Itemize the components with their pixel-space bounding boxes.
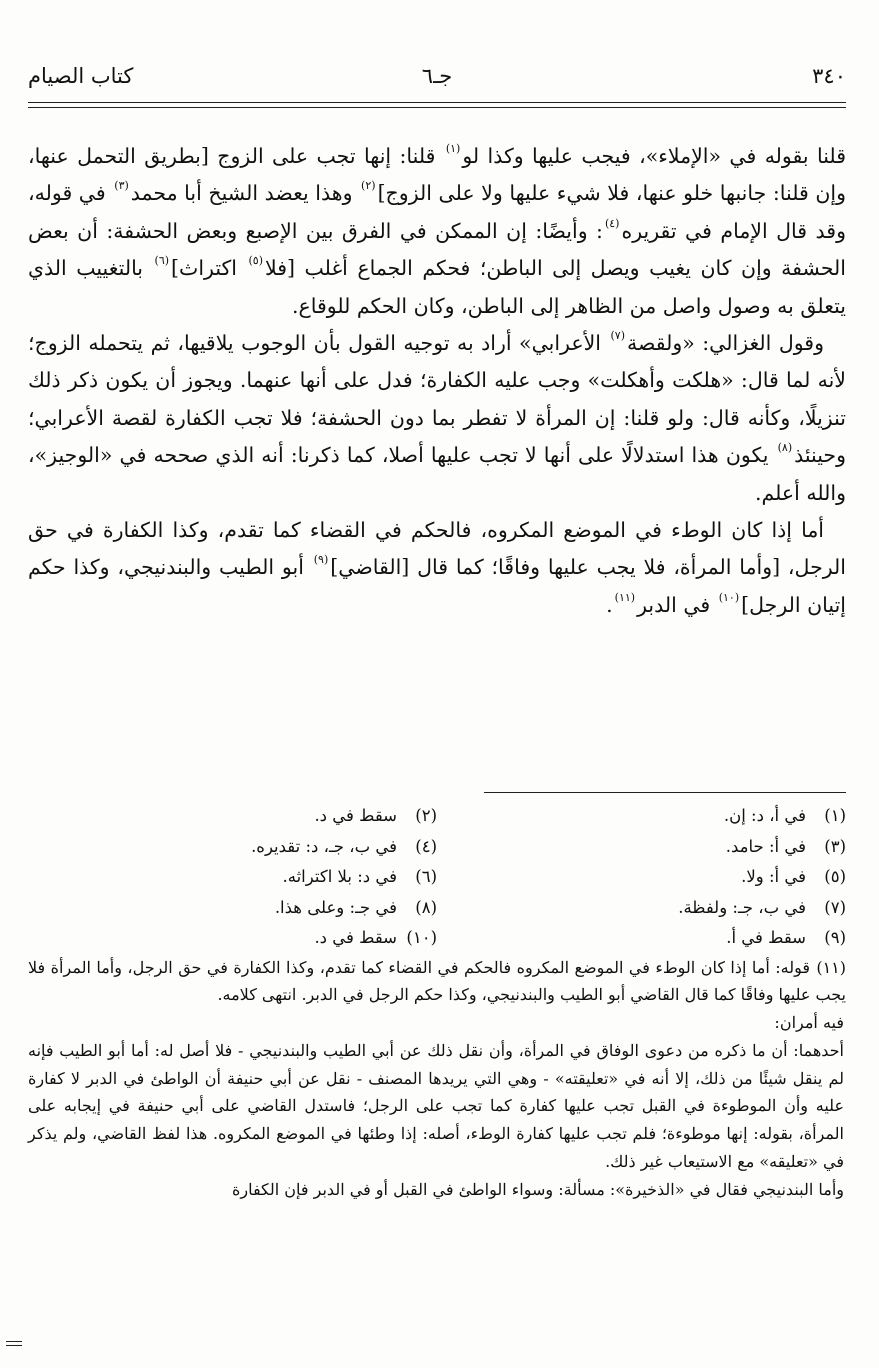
footnote-number: (١١) xyxy=(816,957,846,977)
main-text xyxy=(28,138,846,624)
footnote-3 xyxy=(437,832,846,863)
footnote-text: في جـ: وعلى هذا. xyxy=(274,897,397,917)
book-page xyxy=(28,58,846,1348)
text-run: : وأيضًا: إن الممكن في الفرق بين الإصبع وبعض الحشفة: أن بعض الحشفة وإن كان يغيب ويصل إلى الباطن؛ فحكم الجماع أغلب [فلا xyxy=(28,218,847,281)
text-run: قلنا بقوله في «الإملاء»، فيجب عليها وكذا لو xyxy=(462,144,847,168)
footnote-ref: (٤) xyxy=(604,216,620,230)
text-run: قلنا: إنها تجب على الزوج [بطريق التحمل عنها، وإن قلنا: جانبها خلو عنها، فلا شيء عليها ولا على الزوج] xyxy=(28,144,846,206)
footnote-ref: (٥) xyxy=(248,254,263,268)
text-run: في قوله، وقد قال الإمام في تقريره xyxy=(28,181,846,243)
footnote-9 xyxy=(437,923,846,954)
text-run: الأعرابي» أراد به توجيه القول بأن الوجوب يلاقيها، ثم يتحمله الزوج؛ لأنه لما قال: «هلكت وأهكلت» وجب عليه الكفارة؛ فدل على أنها عنهما. ويجوز أن يكون ذكر ذلك تنزيلًا، وكأنه قال: ولو قلنا: إن المرأة لا تفطر بما دون الحشفة؛ فلا تجب الكفارة لقصة الأعرابي؛ وحينئذ xyxy=(28,331,846,468)
footnote-5 xyxy=(437,862,846,893)
footnote-1 xyxy=(437,801,846,832)
footnote-separator xyxy=(484,792,846,793)
footnote-text: سقط في د. xyxy=(314,806,397,825)
footnote-number: (٩) xyxy=(824,928,846,947)
footnote-ref: (٢) xyxy=(361,179,376,193)
footnote-text: في أ: ولا. xyxy=(741,867,806,886)
footnote-ref: (٩) xyxy=(313,553,329,567)
volume-label: جـ٦ xyxy=(421,64,453,88)
footnote-text: في ب، جـ: ولفظة. xyxy=(678,897,806,917)
footnote-text: سقط في د. xyxy=(314,928,397,947)
text-run: يكون هذا استدلالًا على أنها لا تجب عليها أصلا، كما ذكرنا: أنه الذي صححه في «الوجيز»، والله أعلم. xyxy=(28,443,846,505)
footnote-number: (٥) xyxy=(824,867,846,886)
paragraph-3 xyxy=(28,512,846,624)
footnote-number: (١٠) xyxy=(406,928,437,947)
footnote-text: في أ، د: إن. xyxy=(723,806,806,825)
footnote-11-line-3: أحدهما: أن ما ذكره من دعوى الوفاق في المرأة، وأن نقل ذلك عن أبي الطيب والبندنيجي - فلا أصل له: أما أبو الطيب فإنه لم ينقل شيئًا من ذلك، إلا أنه في «تعليقته» - وهي التي يريدها المصنف - نقل عن أبي حنيفة أن الواطئ في الدبر لا كفارة عليه وأن الموطوءة في القبل تجب عليها كفارة كما تجب على الرجل؛ فاستدل القاضي على أبي حنيفة في إيجابه على المرأة، بقوله: إنها موطوءة؛ فلم تجب عليها كفارة الوطء، أصله: إذا وطئها في الموضع المكروه. هذا لفظ القاضي، ولم يذكر في «تعليقه» مع الاستيعاب غير ذلك. xyxy=(28,1040,845,1172)
footnote-6 xyxy=(28,862,437,893)
footnote-ref: (٦) xyxy=(154,254,170,268)
footnote-ref: (٨) xyxy=(777,441,793,455)
short-footnotes xyxy=(28,801,846,954)
text-run: . xyxy=(606,592,613,617)
text-run: وقول الغزالي: «ولقصة xyxy=(626,331,824,356)
text-run: أبو الطيب والبندنيجي، وكذا حكم إتيان الرجل] xyxy=(28,555,846,617)
footnote-number: (٣) xyxy=(824,836,846,856)
footnote-number: (٧) xyxy=(824,897,846,917)
footnote-number: (٦) xyxy=(415,867,437,886)
footnote-11-line-1 xyxy=(28,954,846,1010)
footnote-number: (١) xyxy=(824,806,846,825)
footnote-number: (٨) xyxy=(415,897,437,917)
footnote-ref: (١) xyxy=(445,142,461,155)
footnote-8 xyxy=(28,893,437,924)
footnote-11-body xyxy=(28,1009,846,1204)
paragraph-1 xyxy=(28,138,846,325)
footnote-text: في ب، جـ، د: تقديره. xyxy=(251,836,397,856)
running-header xyxy=(28,58,846,100)
text-run: اكتراث] xyxy=(171,256,247,281)
footnote-7 xyxy=(437,893,846,924)
page-number: ٣٤٠ xyxy=(812,64,846,88)
footnote-text: في أ: حامد. xyxy=(725,836,806,856)
header-rule-thick xyxy=(28,102,846,103)
continuation-mark xyxy=(6,1341,22,1342)
header-rule-thin xyxy=(28,107,846,108)
footnote-ref: (٣) xyxy=(114,179,129,193)
footnote-text: قوله: أما إذا كان الوطء في الموضع المكروه فالحكم في القضاء كما تقدم، وكذا الكفارة في حق الرجل، وأما المرأة فلا يجب عليها وفاقًا كما قال القاضي أبو الطيب والبندنيجي، وكذا حكم الرجل في الدبر. انتهى كلامه. xyxy=(28,957,846,1005)
footnote-number: (٢) xyxy=(415,806,437,825)
footnote-ref: (١٠) xyxy=(718,590,740,604)
text-run: في الدبر xyxy=(637,592,717,617)
text-run: وهذا يعضد الشيخ أبا محمد xyxy=(130,181,360,206)
text-run: أما إذا كان الوطء في الموضع المكروه، فالحكم في القضاء كما تقدم، وكذا الكفارة في حق الرجل، [وأما المرأة، فلا يجب عليها وفاقًا؛ كما قال [القاضي] xyxy=(28,518,846,580)
footnote-ref: (١١) xyxy=(614,590,636,604)
footnote-11-line-4: وأما البندنيجي فقال في «الذخيرة»: مسألة: وسواء الواطئ في القبل أو في الدبر فإن الكفارة xyxy=(231,1179,844,1199)
footnotes xyxy=(28,801,846,1204)
text-run: بالتغييب الذي يتعلق به وصول واصل من الظاهر إلى الباطن، وكان الحكم للوقاع. xyxy=(28,256,846,318)
footnote-ref: (٧) xyxy=(610,329,625,343)
footnote-text: سقط في أ. xyxy=(726,928,806,947)
footnote-4 xyxy=(28,832,437,863)
footnote-2 xyxy=(28,801,437,832)
paragraph-2 xyxy=(28,325,846,512)
footnote-text: في د: بلا اكتراثه. xyxy=(282,867,397,886)
footnote-10 xyxy=(28,923,437,954)
footnote-11 xyxy=(28,954,846,1204)
footnote-number: (٤) xyxy=(415,836,437,856)
book-title: كتاب الصيام xyxy=(28,64,134,88)
footnote-11-line-2: فيه أمران: xyxy=(774,1013,844,1033)
